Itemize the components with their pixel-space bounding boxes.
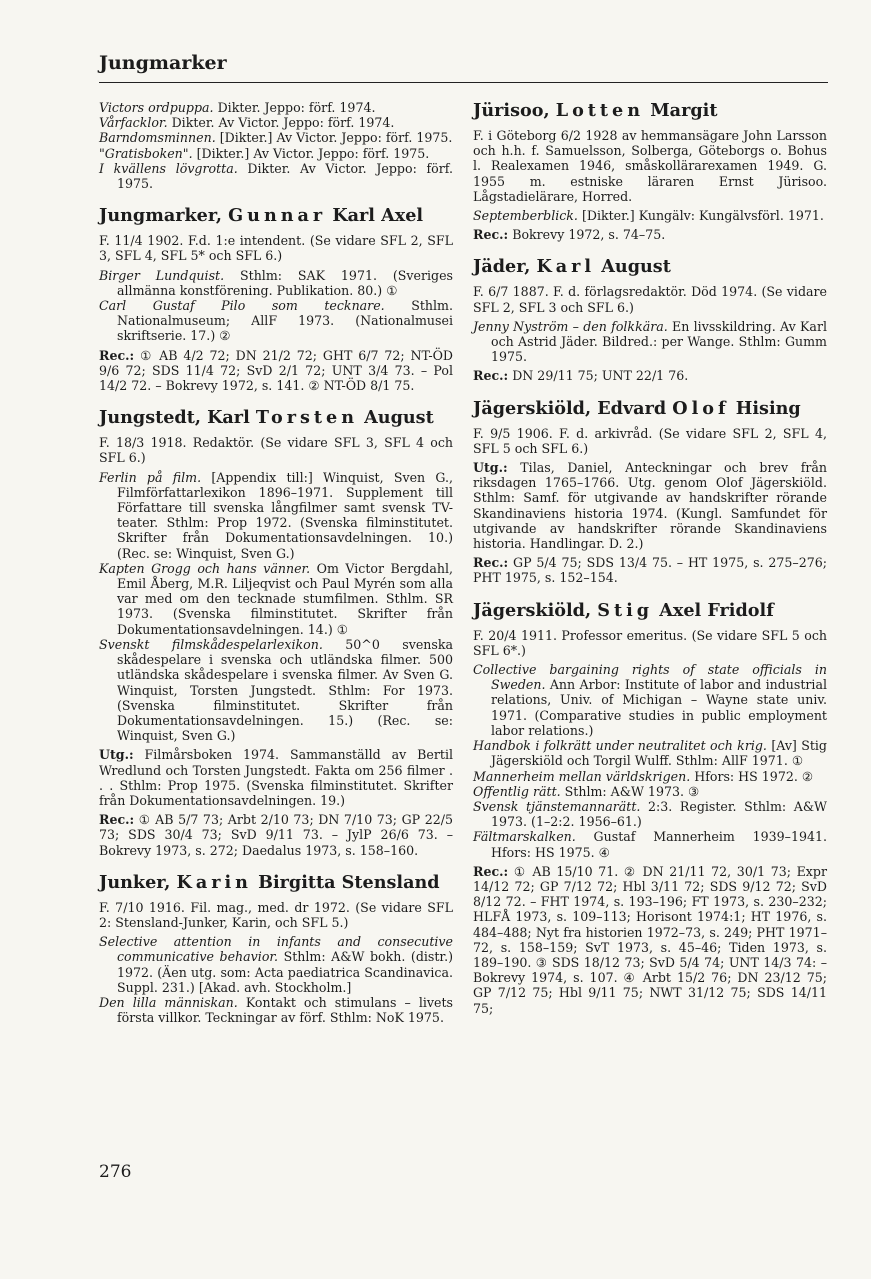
entry-heading: Jäder, Karl August xyxy=(473,256,671,278)
entry-bio: F. 9/5 1906. F. d. arkivråd. (Se vidare SFL 2, SFL 4, SFL 5 och SFL 6.) xyxy=(473,425,827,456)
work-item: Victors ordpuppa. Dikter. Jeppo: förf. 1974. xyxy=(99,100,376,115)
work-item: Ferlin på film. [Appendix till:] Winquist, Sven G., Filmförfattarlexikon 1896–1971. Supplement till Författare till svenska långfilmer samt svensk TV-teater. Sthlm: Prop 1972. (Svenska filminstitutet. Skrifter från Dokumentationsavdelningen. 10.) (Rec. se: Winquist, Sven G.) xyxy=(99,469,453,561)
work-item: "Gratisboken". [Dikter.] Av Victor. Jeppo: förf. 1975. xyxy=(99,145,430,161)
work-item: Jenny Nyström – den folkkära. En livsskildring. Av Karl och Astrid Jäder. Bildred.: per Wange. Sthlm: Gumm 1975. xyxy=(473,318,827,365)
entry-bio: F. 6/7 1887. F. d. förlagsredaktör. Död 1974. (Se vidare SFL 2, SFL 3 och SFL 6.) xyxy=(473,284,827,315)
page-number: 276 xyxy=(99,1162,132,1182)
work-item: Birger Lundquist. Sthlm: SAK 1971. (Sveriges allmänna konstförening. Publikation. 80.) ① xyxy=(99,267,454,298)
work-item: Fältmarskalken. Gustaf Mannerheim 1939–1941. Hfors: HS 1975. ④ xyxy=(473,829,827,860)
work-item: I kvällens lövgrotta. Dikter. Av Victor. Jeppo: förf. 1975. xyxy=(99,160,453,192)
work-item: Kapten Grogg och hans vänner. Om Victor Bergdahl, Emil Åberg, M.R. Liljeqvist och Paul Myrén som alla var med om den tecknade stumfilmen. Sthlm. SR 1973. (Svenska filminstitutet. Skrifter från Dokumentationsavdelningen. 14.) ① xyxy=(99,560,453,637)
entry-jader xyxy=(473,256,827,383)
entry-jungmarker-gunnar xyxy=(99,205,453,393)
reviews: Rec.: ① AB 5/7 73; Arbt 2/10 73; DN 7/10 73; GP 22/5 73; SDS 30/4 73; SvD 9/11 73. – JylP 26/6 73. – Bokrevy 1973, s. 272; Daedalus 1973, s. 158–160. xyxy=(99,812,453,858)
entry-heading: Jägerskiöld, Edvard Olof Hising xyxy=(473,397,801,419)
entry-heading: Jürisoo, Lotten Margit xyxy=(473,100,718,121)
work-item: Svensk tjänstemannarätt. 2:3. Register. Sthlm: A&W 1973. (1–2:2. 1956–61.) xyxy=(473,798,827,830)
entry-heading: Junker, Karin Birgitta Stensland xyxy=(99,871,440,893)
work-item: Collective bargaining rights of state officials in Sweden. Ann Arbor: Institute of labor and industrial relations, Univ. of Michigan – Wayne state univ. 1971. (Comparative studies in public employment labor relations.) xyxy=(473,662,827,738)
work-item: Selective attention in infants and consecutive communicative behavior. Sthlm: A&W bokh. (distr.) 1972. (Äen utg. som: Acta paediatrica Scandinavica. Suppl. 231.) [Akad. avh. Stockholm.] xyxy=(99,934,453,995)
reviews: Rec.: DN 29/11 75; UNT 22/1 76. xyxy=(473,368,689,384)
reviews: Rec.: GP 5/4 75; SDS 13/4 75. – HT 1975, s. 275–276; PHT 1975, s. 152–154. xyxy=(473,555,827,586)
work-item: Svenskt filmskådespelarlexikon. 50^0 svenska skådespelare i svenska och utländska filmer. 500 utländska skådespelare i svenska filmer. Av Sven G. Winquist, Torsten Jungstedt. Sthlm: For 1973. (Svenska filminstitutet. Skrifter från Dokumentationsavdelningen. 15.) (Rec. se: Winquist, Sven G.) xyxy=(99,636,453,744)
entry-jagerskiold-stig xyxy=(473,600,827,1016)
work-item: Vårfacklor. Dikter. Av Victor. Jeppo: förf. 1974. xyxy=(99,115,395,131)
entry-heading: Jungmarker, Gunnar Karl Axel xyxy=(99,205,424,227)
entry-junker xyxy=(99,872,453,1026)
entry-jurisoo xyxy=(473,100,827,242)
entry-jungstedt xyxy=(99,407,453,857)
reviews: Rec.: Bokrevy 1972, s. 74–75. xyxy=(473,227,666,243)
editorship: Utg.: Filmårsboken 1974. Sammanställd av Bertil Wredlund och Torsten Jungstedt. Fakta om 256 filmer . . . Sthlm: Prop 1975. (Svenska filminstitutet. Skrifter från Dokumentationsavdelningen. 19.) xyxy=(99,747,453,808)
work-item: Barndomsminnen. [Dikter.] Av Victor. Jeppo: förf. 1975. xyxy=(99,130,453,146)
entry-heading: Jägerskiöld, Stig Axel Fridolf xyxy=(473,599,774,621)
work-item: Den lilla människan. Kontakt och stimulans – livets första villkor. Teckningar av förf. Sthlm: NoK 1975. xyxy=(99,994,453,1026)
right-column xyxy=(473,100,827,1030)
entry-bio: F. 20/4 1911. Professor emeritus. (Se vidare SFL 5 och SFL 6*.) xyxy=(473,627,827,658)
work-item: Carl Gustaf Pilo som tecknare. Sthlm. Nationalmuseum; AllF 1973. (Nationalmusei skriftserie. 17.) ② xyxy=(99,298,453,344)
entry-heading: Jungstedt, Karl Torsten August xyxy=(99,407,434,429)
work-item: Mannerheim mellan världskrigen. Hfors: HS 1972. ② xyxy=(473,768,814,784)
left-column xyxy=(99,100,453,1039)
work-item: Septemberblick. [Dikter.] Kungälv: Kungälvsförl. 1971. xyxy=(473,208,824,224)
intro-works xyxy=(99,100,453,191)
entry-bio: F. i Göteborg 6/2 1928 av hemmansägare John Larsson och h.h. f. Samuelsson, Solberga, Göteborgs o. Bohus l. Realexamen 1946, småskollärarexamen 1949. G. 1955 m. estniske läraren Ernst Jürisoo. Lågstadielärare, Horred. xyxy=(473,128,827,204)
entry-jagerskiold-edvard xyxy=(473,398,827,586)
entry-bio: F. 7/10 1916. Fil. mag., med. dr 1972. (Se vidare SFL 2: Stensland-Junker, Karin, och SFL 5.) xyxy=(99,899,453,930)
work-item: Handbok i folkrätt under neutralitet och krig. [Av] Stig Jägerskiöld och Torgil Wulff. Sthlm: AllF 1971. ① xyxy=(473,738,827,769)
reviews: Rec.: ① AB 15/10 71. ② DN 21/11 72, 30/1 73; Expr 14/12 72; GP 7/12 72; Hbl 3/11 72; SDS 9/12 72; SvD 8/12 72. – FHT 1974, s. 193–196; FT 1973, s. 230–232; HLFÅ 1973, s. 109–113; Horisont 1974:1; HT 1976, s. 484–488; Nyt fra historien 1972–73, s. 249; PHT 1971–72, s. 158–159; SvT 1973, s. 45–46; Tiden 1973, s. 189–190. ③ SDS 18/12 73; SvD 5/4 74; UNT 14/3 74: – Bokrevy 1974, s. 107. ④ Arbt 15/2 76; DN 23/12 75; GP 7/12 75; Hbl 9/11 75; NWT 31/12 75; SDS 14/11 75; xyxy=(473,863,827,1016)
header-rule xyxy=(99,82,828,83)
reviews: Rec.: ① AB 4/2 72; DN 21/2 72; GHT 6/7 72; NT-ÖD 9/6 72; SDS 11/4 72; SvD 2/1 72; UNT 3/4 73. – Pol 14/2 72. – Bokrevy 1972, s. 141. ② NT-ÖD 8/1 75. xyxy=(99,347,453,394)
running-head: Jungmarker xyxy=(99,52,227,74)
editorship: Utg.: Tilas, Daniel, Anteckningar och brev från riksdagen 1765–1766. Utg. genom Olof Jägerskiöld. Sthlm: Samf. för utgivande av handskrifter rörande Skandinaviens historia 1974. (Kungl. Samfundet för utgivande av handskrifter rörande Skandinaviens historia. Handlingar. D. 2.) xyxy=(473,460,827,552)
entry-bio: F. 11/4 1902. F.d. 1:e intendent. (Se vidare SFL 2, SFL 3, SFL 4, SFL 5* och SFL 6.) xyxy=(99,233,453,264)
entry-bio: F. 18/3 1918. Redaktör. (Se vidare SFL 3, SFL 4 och SFL 6.) xyxy=(99,435,453,466)
work-item: Offentlig rätt. Sthlm: A&W 1973. ③ xyxy=(473,783,700,799)
